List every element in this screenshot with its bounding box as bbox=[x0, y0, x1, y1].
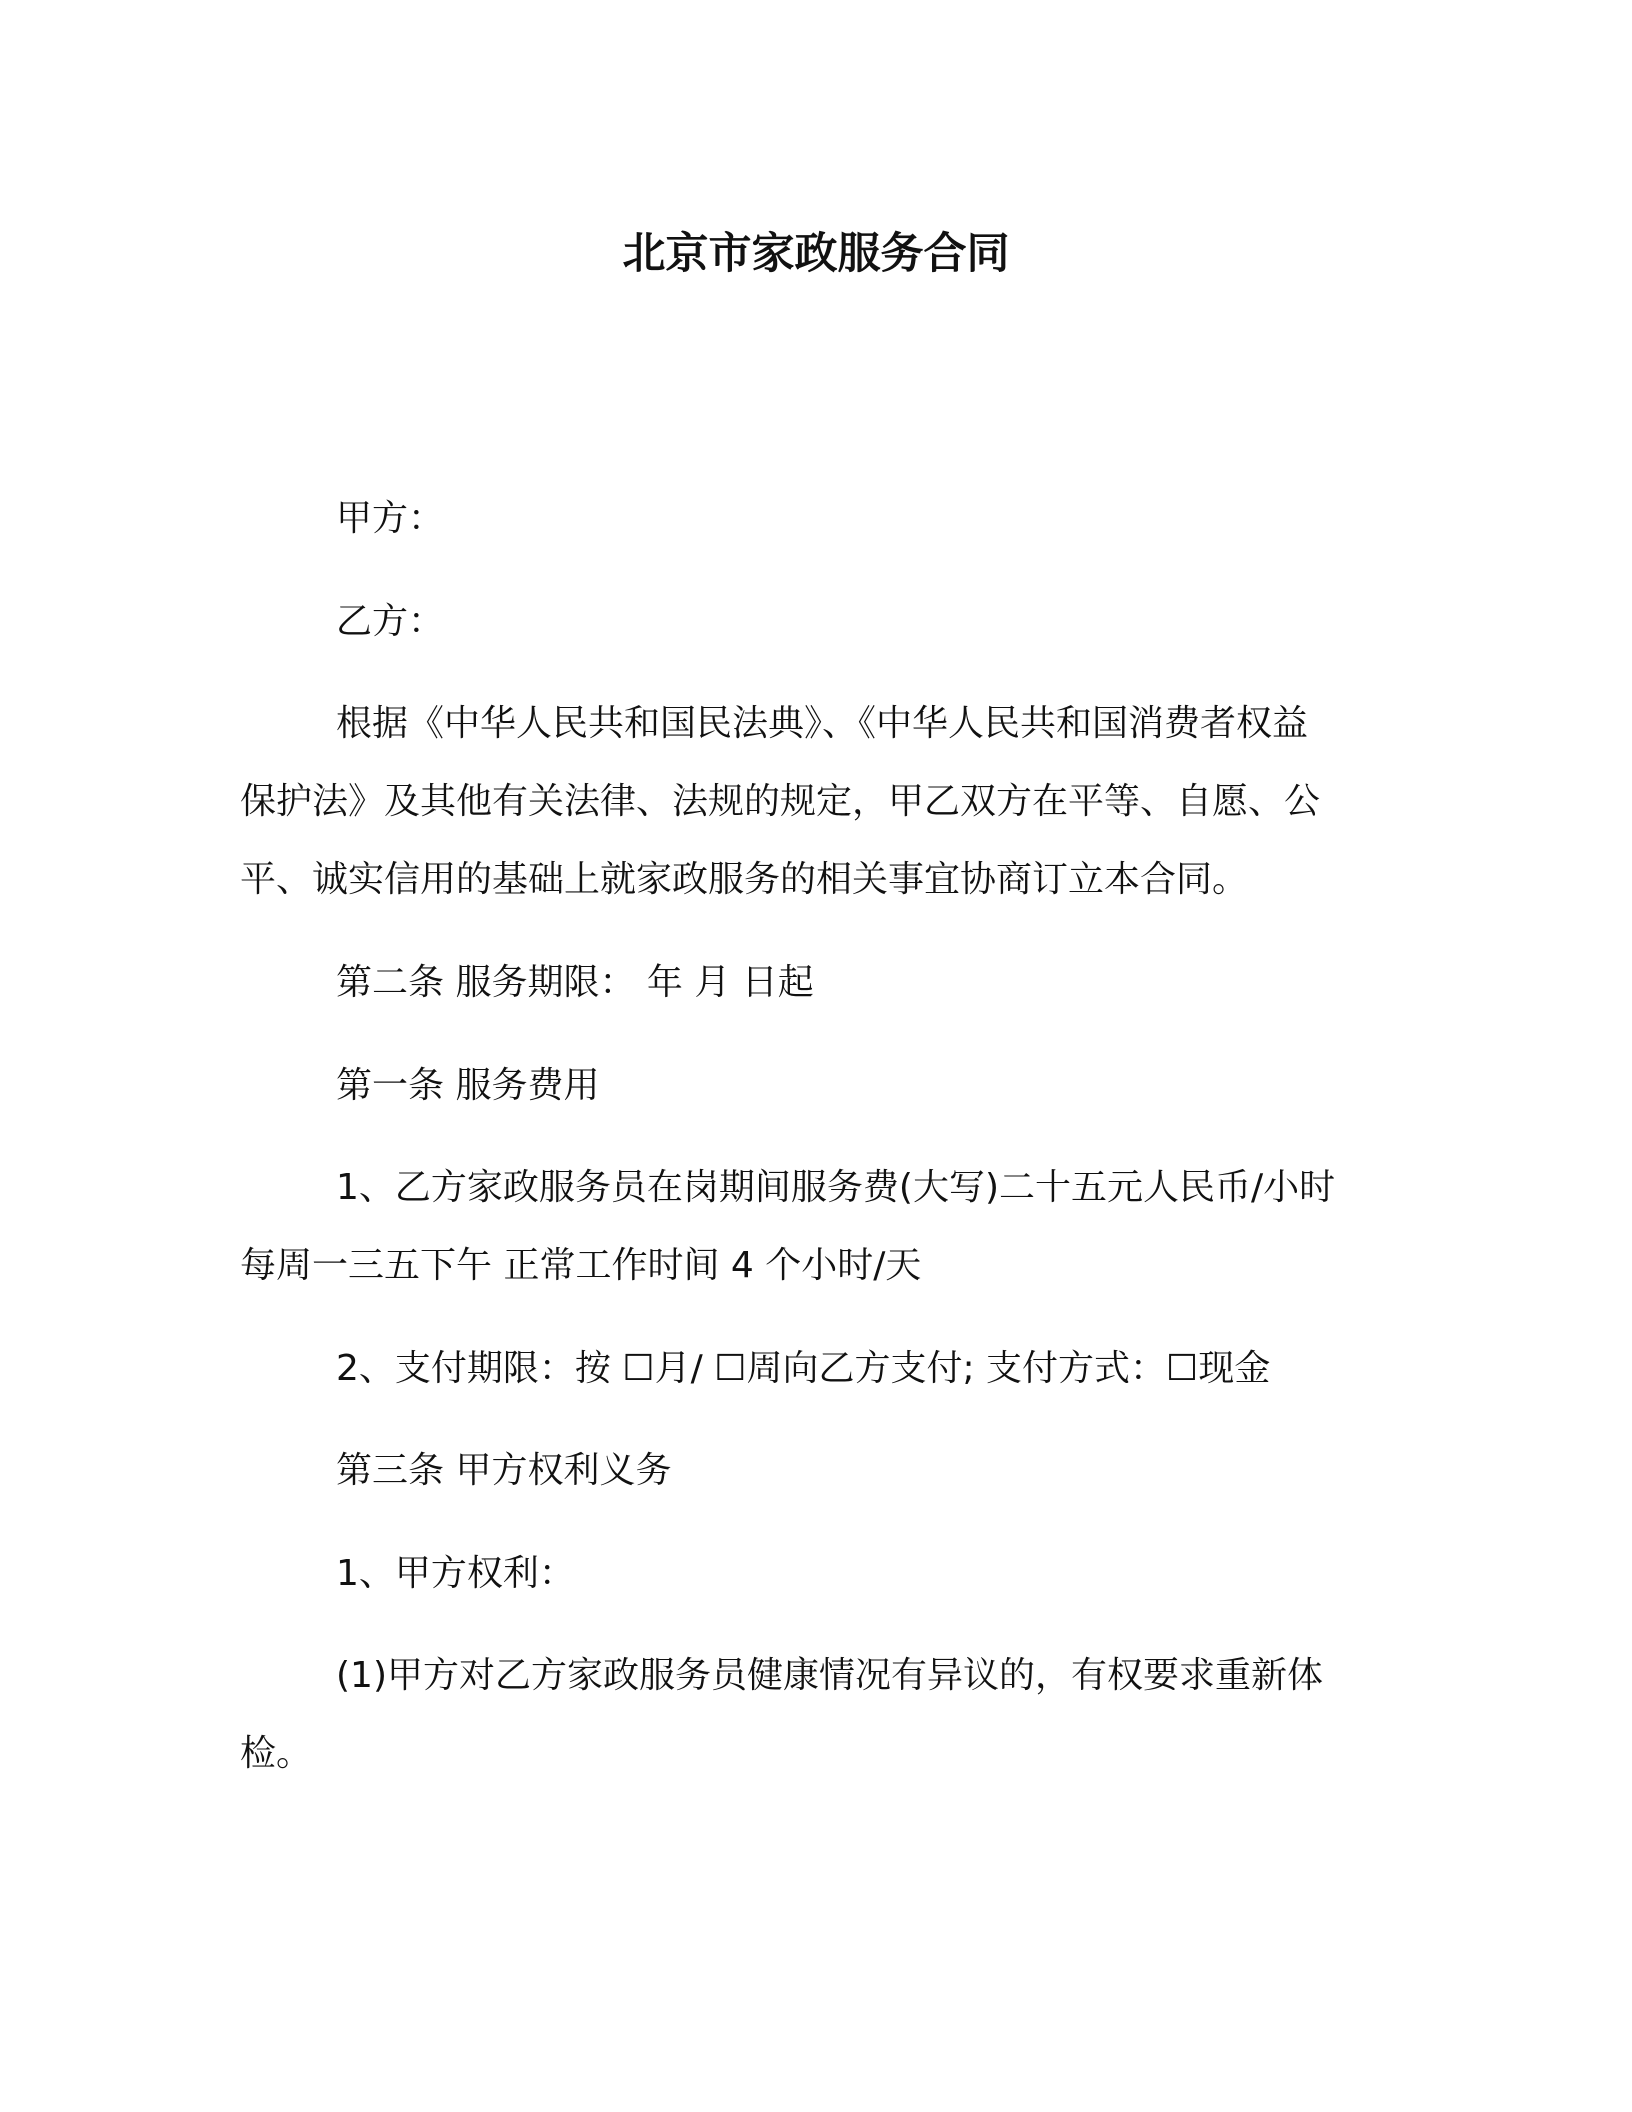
rights-heading: 1、甲方权利： bbox=[336, 1553, 575, 1594]
document-title: 北京市家政服务合同 bbox=[622, 229, 1010, 279]
preamble-line-1: 根据《中华人民共和国民法典》、《中华人民共和国消费者权益 bbox=[336, 703, 1309, 744]
party-b-label: 乙方： bbox=[336, 601, 445, 642]
fee-item-1-line-2: 每周一三五下午 正常工作时间 4 个小时/天 bbox=[240, 1245, 922, 1286]
fee-item-2: 2、支付期限：按 ☐月/ ☐周向乙方支付; 支付方式：☐现金 bbox=[336, 1348, 1271, 1389]
right-item-1 bbox=[240, 1637, 1370, 1793]
right-item-1-line-1: (1)甲方对乙方家政服务员健康情况有异议的，有权要求重新体 bbox=[336, 1655, 1323, 1696]
fee-item-1 bbox=[240, 1149, 1370, 1305]
right-item-1-line-2: 检。 bbox=[240, 1733, 313, 1774]
article-2-heading: 第二条 服务期限： 年 月 日起 bbox=[336, 962, 814, 1003]
party-a-label: 甲方： bbox=[336, 498, 445, 539]
preamble-paragraph bbox=[240, 685, 1370, 919]
article-3-heading: 第三条 甲方权利义务 bbox=[336, 1450, 672, 1491]
fee-item-1-line-1: 1、乙方家政服务员在岗期间服务费(大写)二十五元人民币/小时 bbox=[336, 1167, 1336, 1208]
article-1-heading: 第一条 服务费用 bbox=[336, 1065, 600, 1106]
preamble-line-2: 保护法》及其他有关法律、法规的规定，甲乙双方在平等、自愿、公 bbox=[240, 781, 1321, 822]
preamble-line-3: 平、诚实信用的基础上就家政服务的相关事宜协商订立本合同。 bbox=[240, 859, 1249, 900]
